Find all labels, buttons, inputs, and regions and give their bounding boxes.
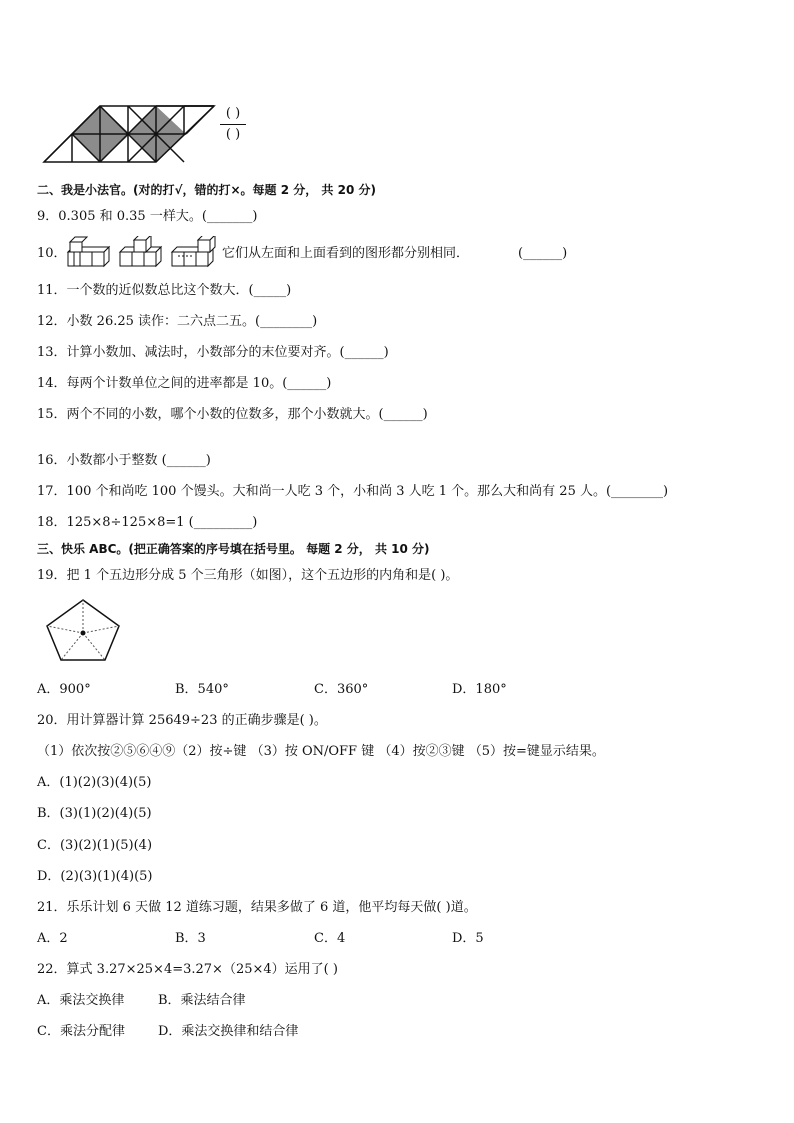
section-2-title: 二、我是小法官。(对的打√，错的打×。每题 2 分， 共 20 分) bbox=[37, 183, 376, 197]
section-3-title: 三、快乐 ABC。(把正确答案的序号填在括号里。 每题 2 分， 共 10 分) bbox=[37, 542, 430, 556]
q22-option-d[interactable]: D．乘法交换律和结合律 bbox=[158, 1024, 299, 1039]
question-13: 13．计算小数加、减法时，小数部分的末位要对齐。(______) bbox=[37, 345, 389, 360]
q22-option-b[interactable]: B．乘法结合律 bbox=[158, 993, 246, 1008]
q22-option-a[interactable]: A．乘法交换律 bbox=[37, 993, 125, 1008]
question-15: 15．两个不同的小数，哪个小数的位数多，那个小数就大。(______) bbox=[37, 407, 428, 422]
q19-option-c[interactable]: C．360° bbox=[314, 682, 369, 697]
fraction-denominator: ( ) bbox=[225, 127, 241, 142]
q21-option-a[interactable]: A．2 bbox=[37, 931, 68, 946]
question-10-number: 10． bbox=[37, 246, 67, 261]
q21-option-b[interactable]: B．3 bbox=[175, 931, 206, 946]
q19-option-d[interactable]: D．180° bbox=[452, 682, 507, 697]
question-16: 16．小数都小于整数 (______) bbox=[37, 453, 211, 468]
q20-option-d[interactable]: D．(2)(3)(1)(4)(5) bbox=[37, 869, 153, 884]
question-9: 9．0.305 和 0.35 一样大。(_______) bbox=[37, 209, 258, 224]
q20-option-c[interactable]: C．(3)(2)(1)(5)(4) bbox=[37, 838, 153, 853]
question-20-steps: （1）依次按②⑤⑥④⑨（2）按÷键 （3）按 ON/OFF 键 （4）按②③键 （5）按=键显示结果。 bbox=[37, 744, 605, 759]
question-17: 17．100 个和尚吃 100 个馒头。大和尚一人吃 3 个，小和尚 3 人吃 1 个。那么大和尚有 25 人。(________) bbox=[37, 484, 669, 499]
q21-option-c[interactable]: C．4 bbox=[314, 931, 346, 946]
q21-option-d[interactable]: D．5 bbox=[452, 931, 484, 946]
question-22-stem: 22．算式 3.27×25×4=3.27×（25×4）运用了( ) bbox=[37, 962, 338, 977]
q19-option-a[interactable]: A．900° bbox=[37, 682, 91, 697]
question-10-blank[interactable]: (______) bbox=[518, 246, 568, 261]
question-21-stem: 21．乐乐计划 6 天做 12 道练习题，结果多做了 6 道，他平均每天做( )道。 bbox=[37, 900, 477, 915]
question-10 bbox=[37, 246, 67, 262]
q22-option-c[interactable]: C．乘法分配律 bbox=[37, 1024, 125, 1039]
fraction-numerator: ( ) bbox=[225, 106, 241, 121]
question-20-stem: 20．用计算器计算 25649÷23 的正确步骤是( )。 bbox=[37, 713, 327, 728]
question-12: 12．小数 26.25 读作：二六点二五。(________) bbox=[37, 314, 318, 329]
q19-option-b[interactable]: B．540° bbox=[175, 682, 229, 697]
question-11: 11．一个数的近似数总比这个数大．(_____) bbox=[37, 283, 292, 298]
question-19-stem: 19．把 1 个五边形分成 5 个三角形（如图），这个五边形的内角和是( )。 bbox=[37, 568, 459, 583]
q20-option-b[interactable]: B．(3)(1)(2)(4)(5) bbox=[37, 806, 152, 821]
cube-solids-figure bbox=[64, 236, 222, 270]
fraction-bar bbox=[220, 124, 246, 125]
fraction-answer-blank[interactable] bbox=[218, 107, 248, 142]
parallelogram-triangles-figure bbox=[42, 104, 218, 166]
question-14: 14．每两个计数单位之间的进率都是 10。(______) bbox=[37, 376, 332, 391]
pentagon-figure bbox=[44, 597, 122, 663]
q20-option-a[interactable]: A．(1)(2)(3)(4)(5) bbox=[37, 775, 152, 790]
question-10-text: 它们从左面和上面看到的图形都分别相同． bbox=[222, 246, 470, 261]
question-18: 18．125×8÷125×8=1 (_________) bbox=[37, 515, 258, 530]
